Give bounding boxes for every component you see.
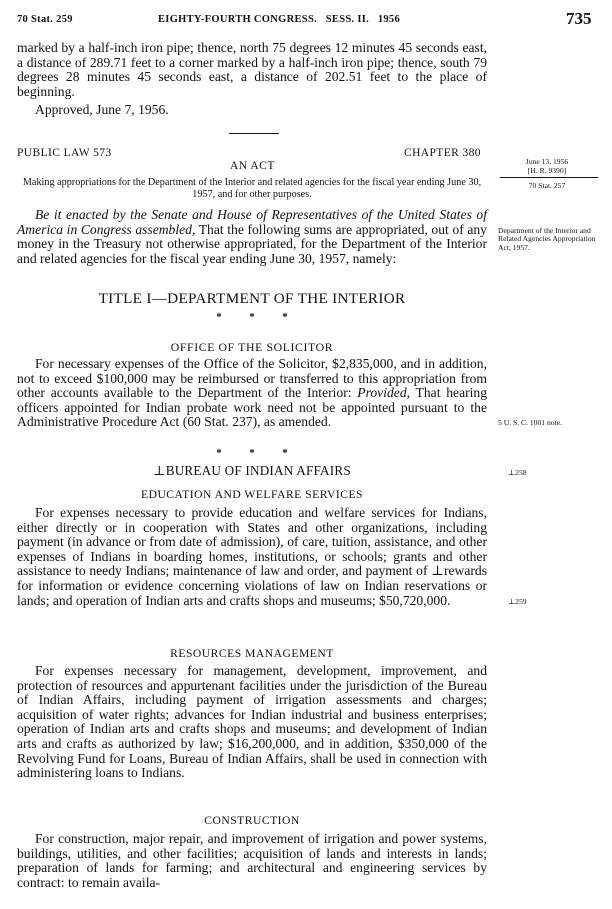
education-paragraph: For expenses necessary to provide education and welfare services for Indians, either directly or in cooperation with States and other organizations, including payment (in advance or from date of admission), of care, tuition, assistance, and other expenses of Indians in boarding homes, institutions, or schools; grants and other assistance to needy Indians; maintenance of law and order, and payment of ⊥rewards for information or evidence concerning violations of law on Indian reservations or lands; and operation of Indian arts and crafts shops and museums; $50,720,000. — [17, 505, 487, 608]
solicitor-section — [17, 357, 487, 430]
margin-note-stat: 70 Stat. 257 — [528, 181, 566, 190]
title-heading: TITLE I—DEPARTMENT OF THE INTERIOR — [98, 290, 406, 307]
header-congress-session: EIGHTY-FOURTH CONGRESS. SESS. II. 1956 — [158, 14, 401, 25]
margin-note-date: June 13, 1956 — [525, 157, 569, 166]
act-purpose: Making appropriations for the Department of the Interior and related agencies for the fiscal year ending June 30, 1957, and for other purposes. — [22, 177, 482, 200]
resources-section — [17, 664, 487, 781]
margin-page-marker-259: ⊥259 — [508, 597, 527, 606]
enacting-text: That the following sums are appropriated, out of any money in the Treasury not otherwise appropriated, for the Department of the Interior and related agencies for the fiscal year ending June 30, 1957, namely: — [17, 221, 487, 266]
header-stat-reference: 70 Stat. 259 — [17, 14, 73, 25]
an-act-heading: AN ACT — [230, 160, 275, 172]
education-heading: EDUCATION AND WELFARE SERVICES — [140, 488, 363, 501]
enacting-clause — [17, 208, 487, 266]
solicitor-text-b: That hearing officers appointed for Indian probate work need not be appointed pursuant to the Administrative Procedure Act (60 Stat. 237), as amended. — [17, 385, 487, 430]
continuation-block — [17, 41, 487, 118]
education-section — [17, 506, 487, 608]
resources-paragraph: For expenses necessary for management, development, improvement, and protection of resources and appurtenant facilities under the jurisdiction of the Bureau of Indian Affairs, including payment of irrigation assessments and charges; acquisition of water rights; advances for Indian industrial and business enterprises; operation of Indian arts and crafts shops and museums; and development of Indian arts and crafts as authorized by law; $16,200,000, and in addition, $350,000 of the Revolving Fund for Loans, Bureau of Indian Affairs, shall be used in connection with administering loans to Indians. — [17, 663, 487, 781]
approved-line: Approved, June 7, 1956. — [35, 102, 169, 118]
public-law-number: PUBLIC LAW 573 — [17, 147, 112, 159]
enacting-formula: Be it enacted by the Senate and House of Representatives of the United States of America in Congress assembled, — [17, 207, 487, 237]
construction-heading: CONSTRUCTION — [204, 814, 300, 827]
bureau-heading: ⊥BUREAU OF INDIAN AFFAIRS — [153, 463, 351, 478]
resources-heading: RESOURCES MANAGEMENT — [170, 647, 334, 660]
omission-stars: * * * — [216, 311, 288, 323]
section-divider — [229, 133, 279, 134]
solicitor-proviso: Provided, — [357, 385, 411, 401]
omission-stars-2: * * * — [216, 447, 288, 459]
continuation-paragraph: marked by a half-inch iron pipe; thence, north 75 degrees 12 minutes 45 seconds east, a distance of 289.71 feet to a corner marked by a half-inch iron pipe; thence, south 79 degrees 28 minutes 45 seconds east, a distance of 202.51 feet to the place of beginning. — [17, 40, 487, 99]
margin-note-act-name: Department of the Interior and Related Agencies Appropriation Act, 1957. — [498, 226, 596, 252]
margin-note-usc: 5 U. S. C. 1001 note. — [498, 418, 562, 427]
construction-paragraph: For construction, major repair, and improvement of irrigation and power systems, buildings, utilities, and other facilities; acquisition of lands and interests in lands; preparation of lands for farming; and architectural and engineering services by contract: to remain availa- — [17, 831, 487, 890]
margin-page-marker-258: ⊥258 — [508, 468, 527, 477]
solicitor-heading: OFFICE OF THE SOLICITOR — [170, 340, 334, 354]
margin-note-bill: [H. R. 9390] — [527, 166, 567, 175]
construction-section — [17, 832, 487, 890]
margin-divider — [500, 177, 598, 178]
solicitor-text-a: For necessary expenses of the Office of the Solicitor, $2,835,000, and in addition, not to exceed $100,000 may be reimbursed or transferred to this appropriation from other accounts available to the Department of the Interior: — [17, 356, 487, 401]
page-number: 735 — [566, 9, 592, 28]
chapter-number: CHAPTER 380 — [404, 147, 481, 159]
